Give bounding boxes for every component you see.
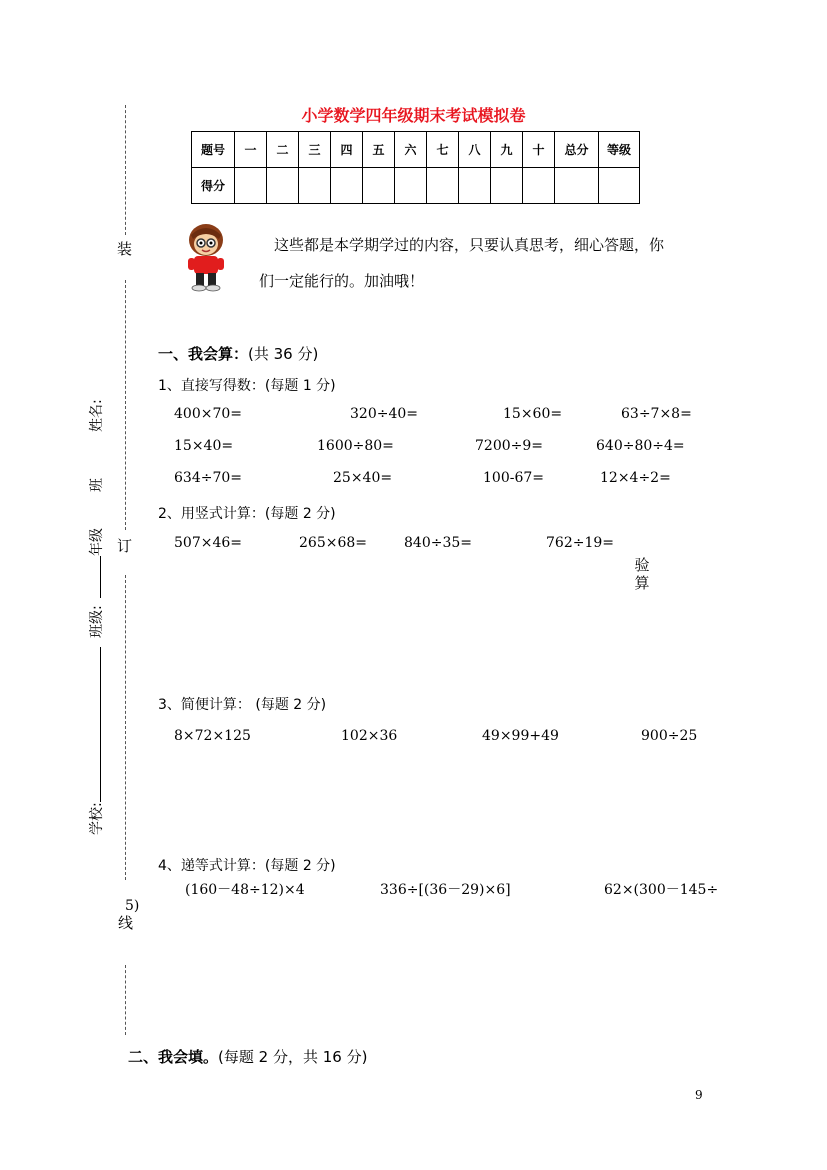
score-header-cell: 等级: [599, 132, 640, 168]
score-cell[interactable]: [235, 168, 267, 204]
school-blank[interactable]: [100, 647, 101, 802]
binding-dashed-line: [125, 105, 126, 235]
section-2-heading: [128, 1046, 367, 1067]
binding-mark-xian: 线: [118, 914, 134, 932]
binding-mark-zhuang: 装: [117, 240, 133, 258]
section-2-title: 二、我会填。: [128, 1048, 219, 1066]
score-cell[interactable]: [459, 168, 491, 204]
section-2-note: (每题 2 分，共 16 分): [218, 1048, 368, 1066]
q3-problem: 8×72×125: [174, 728, 251, 744]
q3-problem: 900÷25: [641, 728, 698, 744]
score-row-label: 得分: [192, 168, 235, 204]
q4-problem: (160－48÷12)×4: [185, 882, 305, 898]
class-label: 班级:: [89, 605, 105, 638]
section-1-heading: [158, 343, 318, 364]
cartoon-boy-icon: [183, 221, 229, 293]
q1-problem: 634÷70=: [174, 470, 242, 486]
school-field: [86, 647, 106, 835]
q1-problem: 1600÷80=: [317, 438, 394, 454]
score-cell[interactable]: [299, 168, 331, 204]
score-header-cell: 八: [459, 132, 491, 168]
q1-problem: 100-67=: [483, 470, 544, 486]
q1-problem: 12×4÷2=: [600, 470, 671, 486]
q2-title: 2、用竖式计算：(每题 2 分): [158, 506, 336, 522]
score-cell[interactable]: [599, 168, 640, 204]
q2-problem: 265×68=: [299, 535, 367, 551]
q2-problem: 507×46=: [174, 535, 242, 551]
q1-problem: 400×70=: [174, 406, 242, 422]
name-label: 姓名:: [89, 399, 105, 432]
binding-dashed-line: [125, 965, 126, 1035]
q4-problem: 62×(300－145÷: [604, 882, 719, 898]
page-number: 9: [695, 1088, 703, 1102]
score-header-cell: 七: [427, 132, 459, 168]
score-cell[interactable]: [427, 168, 459, 204]
ban-label: 班: [89, 478, 105, 492]
grade-blank[interactable]: [100, 556, 101, 598]
score-cell[interactable]: [331, 168, 363, 204]
q2-problem: 840÷35=: [404, 535, 472, 551]
section-1-title: 一、我会算：: [158, 345, 249, 363]
q1-problem: 15×60=: [503, 406, 563, 422]
q1-problem: 320÷40=: [350, 406, 418, 422]
q1-problem: 640÷80÷4=: [596, 438, 685, 454]
score-header-cell: 二: [267, 132, 299, 168]
binding-mark-ding: 订: [117, 537, 133, 555]
score-cell[interactable]: [363, 168, 395, 204]
q4-overflow: 5): [125, 898, 140, 914]
intro-line-2: 们一定能行的。加油哦！: [259, 272, 425, 290]
q1-problem: 25×40=: [333, 470, 393, 486]
q1-problem: 15×40=: [174, 438, 234, 454]
q3-problem: 49×99+49: [482, 728, 559, 744]
q3-title: 3、简便计算： (每题 2 分): [158, 697, 327, 713]
q1-problem: 63÷7×8=: [621, 406, 692, 422]
school-label: 学校:: [89, 802, 105, 835]
q4-title: 4、递等式计算：(每题 2 分): [158, 858, 336, 874]
check-label: 验算: [634, 556, 650, 592]
score-header-cell: 九: [491, 132, 523, 168]
section-1-note: (共 36 分): [248, 345, 319, 363]
score-header-cell: 题号: [192, 132, 235, 168]
score-header-cell: 十: [523, 132, 555, 168]
score-header-cell: 四: [331, 132, 363, 168]
score-table: [191, 131, 640, 204]
score-table-header-row: [192, 132, 640, 168]
q2-problem: 762÷19=: [546, 535, 614, 551]
score-header-cell: 总分: [555, 132, 599, 168]
grade-label: 年级: [89, 528, 105, 556]
score-cell[interactable]: [491, 168, 523, 204]
page-title: 小学数学四年级期末考试模拟卷: [301, 106, 526, 125]
binding-dashed-line: [125, 575, 126, 880]
grade-field: [86, 528, 106, 598]
score-cell[interactable]: [267, 168, 299, 204]
intro-line-1: 这些都是本学期学过的内容，只要认真思考，细心答题，你: [274, 236, 665, 254]
score-cell[interactable]: [523, 168, 555, 204]
q4-problem: 336÷[(36－29)×6]: [380, 882, 511, 898]
q1-problem: 7200÷9=: [475, 438, 543, 454]
score-header-cell: 六: [395, 132, 427, 168]
q1-title: 1、直接写得数：(每题 1 分): [158, 378, 336, 394]
binding-dashed-line: [125, 280, 126, 530]
score-cell[interactable]: [555, 168, 599, 204]
score-table-score-row: [192, 168, 640, 204]
score-header-cell: 三: [299, 132, 331, 168]
q3-problem: 102×36: [341, 728, 398, 744]
score-header-cell: 一: [235, 132, 267, 168]
score-header-cell: 五: [363, 132, 395, 168]
score-cell[interactable]: [395, 168, 427, 204]
